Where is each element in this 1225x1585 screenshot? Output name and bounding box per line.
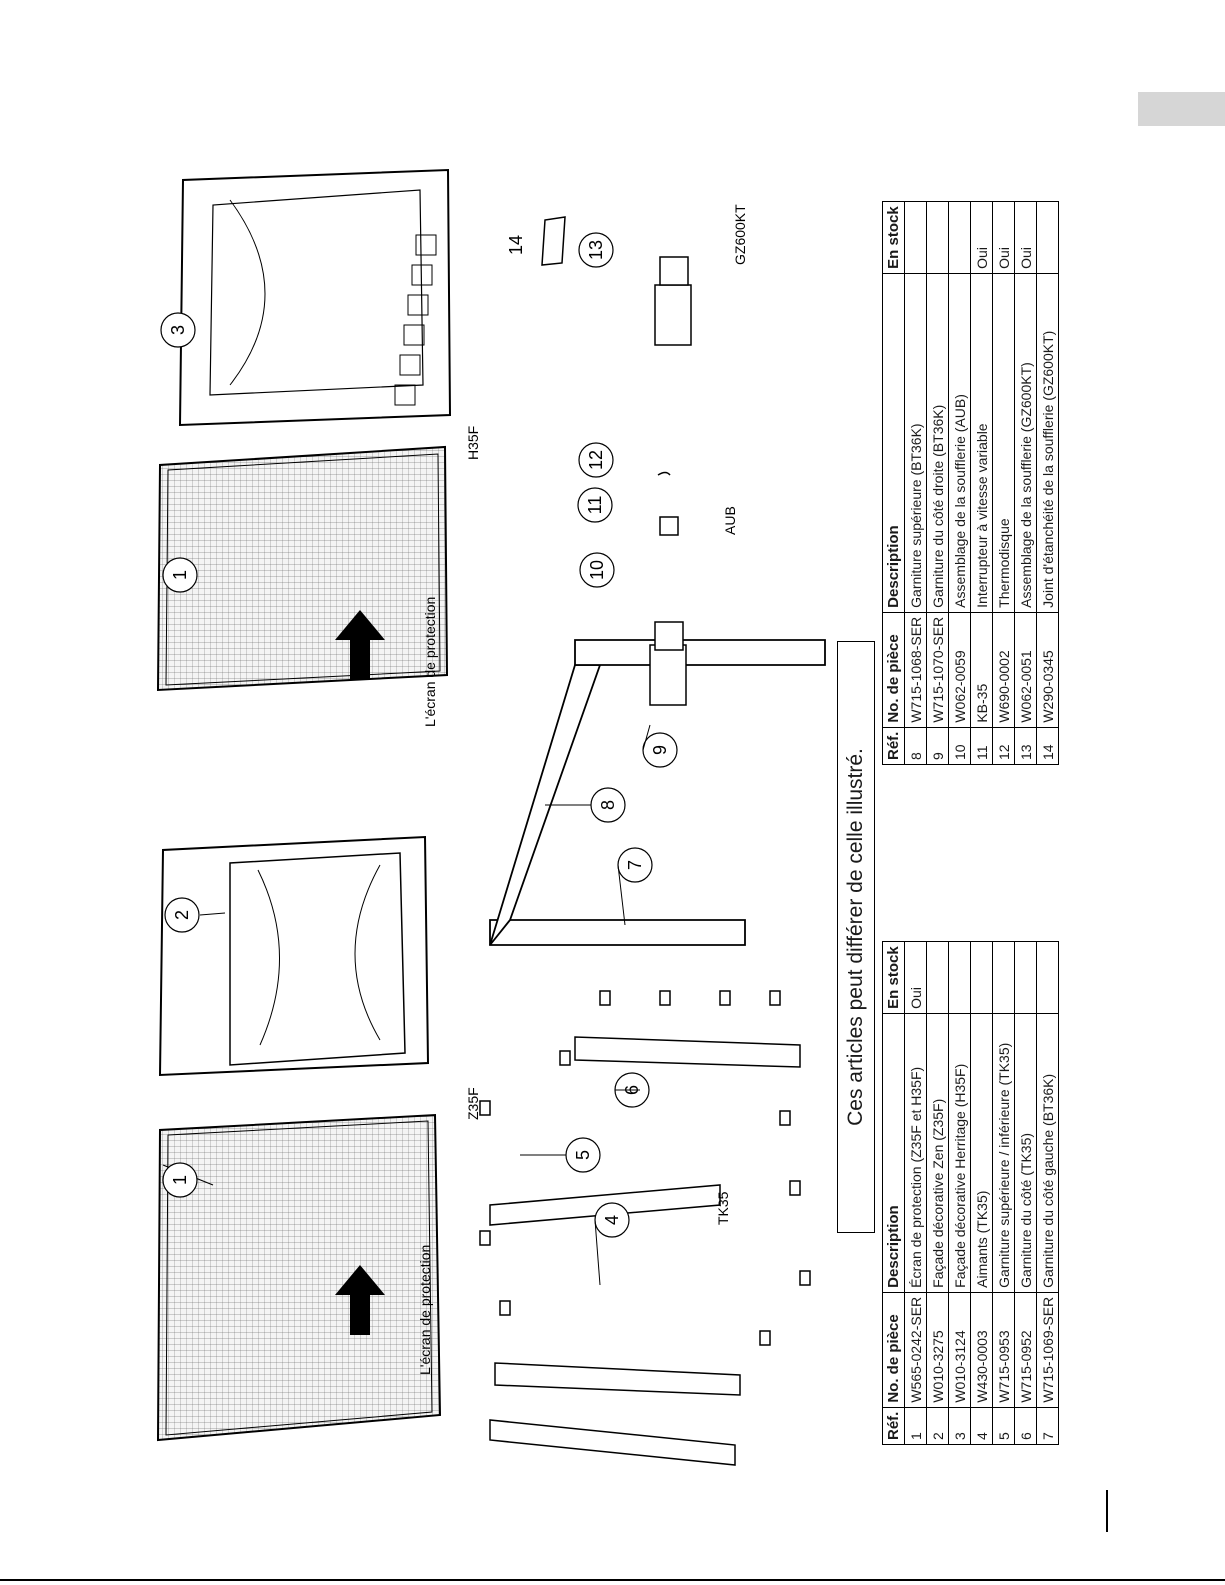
- screen-right-illustration: [158, 447, 447, 690]
- callout-2: 2: [172, 909, 192, 921]
- cell-description: Écran de protection (Z35F et H35F): [905, 1013, 927, 1292]
- cell-ref: 14: [1037, 727, 1059, 764]
- cell-part-number: W715-1070-SER: [927, 612, 949, 727]
- table-row: [1037, 942, 1059, 1445]
- callout-1a: 1: [170, 1174, 190, 1186]
- callout-14: 14: [506, 234, 526, 256]
- parts-table-left: [882, 941, 1059, 1445]
- cell-part-number: W715-0953: [993, 1292, 1015, 1407]
- table-row: [993, 202, 1015, 765]
- cell-description: Garniture du côté droite (BT36K): [927, 273, 949, 612]
- callout-3: 3: [168, 324, 188, 336]
- cell-in-stock: Oui: [971, 202, 993, 274]
- table-row: [927, 202, 949, 765]
- cell-part-number: W010-3275: [927, 1292, 949, 1407]
- cell-part-number: W690-0002: [993, 612, 1015, 727]
- gz600kt-blower-illustration: [542, 217, 691, 345]
- illustration-disclaimer: Ces articles peut différer de celle illustré.: [837, 641, 875, 1233]
- cell-part-number: W715-1069-SER: [1037, 1292, 1059, 1407]
- table-header-row: [883, 942, 905, 1445]
- callout-10: 10: [587, 559, 607, 581]
- cell-part-number: W715-0952: [1015, 1292, 1037, 1407]
- table-row: [905, 202, 927, 765]
- cell-description: Garniture du côté (TK35): [1015, 1013, 1037, 1292]
- cell-part-number: W565-0242-SER: [905, 1292, 927, 1407]
- label-tk35: TK35: [715, 1191, 731, 1225]
- callout-5: 5: [573, 1149, 593, 1161]
- cell-description: Joint d'étanchéité de la soufflerie (GZ600KT): [1037, 273, 1059, 612]
- label-screen-left: L'écran de protection: [417, 1244, 433, 1375]
- cell-in-stock: [927, 942, 949, 1014]
- table-row: [971, 202, 993, 765]
- callout-6: 6: [622, 1084, 642, 1096]
- label-z35f: Z35F: [465, 1087, 481, 1120]
- cell-in-stock: [993, 942, 1015, 1014]
- table-row: [971, 942, 993, 1445]
- tk35-trim-kit-illustration: [480, 991, 810, 1465]
- table-row: [949, 202, 971, 765]
- cell-part-number: W715-1068-SER: [905, 612, 927, 727]
- callout-7: 7: [625, 859, 645, 871]
- parts-table-right: [882, 201, 1059, 765]
- callout-9: 9: [650, 744, 670, 756]
- cell-ref: 7: [1037, 1407, 1059, 1444]
- table-row: [1015, 942, 1037, 1445]
- cell-in-stock: [1015, 942, 1037, 1014]
- cell-description: Garniture supérieure (BT36K): [905, 273, 927, 612]
- label-screen-right: L'écran de protection: [422, 596, 438, 727]
- callout-13: 13: [586, 239, 606, 261]
- cell-description: Thermodisque: [993, 273, 1015, 612]
- col-ref: Réf.: [883, 727, 905, 764]
- cell-description: Garniture du côté gauche (BT36K): [1037, 1013, 1059, 1292]
- callout-12: 12: [586, 449, 606, 471]
- screen-left-illustration: [158, 1115, 440, 1440]
- cell-description: Assemblage de la soufflerie (GZ600KT): [1015, 273, 1037, 612]
- cell-part-number: W062-0051: [1015, 612, 1037, 727]
- cell-in-stock: [1037, 942, 1059, 1014]
- cell-in-stock: Oui: [905, 942, 927, 1014]
- cell-ref: 6: [1015, 1407, 1037, 1444]
- table-row: [949, 942, 971, 1445]
- cell-in-stock: [927, 202, 949, 274]
- callout-1b: 1: [170, 569, 190, 581]
- col-ref: Réf.: [883, 1407, 905, 1444]
- callout-11: 11: [585, 495, 605, 515]
- cell-description: Aimants (TK35): [971, 1013, 993, 1292]
- col-description: Description: [883, 1013, 905, 1292]
- cell-in-stock: [949, 202, 971, 274]
- cell-ref: 13: [1015, 727, 1037, 764]
- cell-in-stock: [971, 942, 993, 1014]
- callout-8: 8: [598, 799, 618, 811]
- label-gz600kt: GZ600KT: [732, 204, 748, 265]
- col-part-number: No. de pièce: [883, 612, 905, 727]
- aub-blower-illustration: [650, 473, 686, 706]
- col-in-stock: En stock: [883, 202, 905, 274]
- cell-part-number: W010-3124: [949, 1292, 971, 1407]
- table-header-row: [883, 202, 905, 765]
- cell-part-number: W290-0345: [1037, 612, 1059, 727]
- col-description: Description: [883, 273, 905, 612]
- callout-4: 4: [602, 1214, 622, 1226]
- zen-facade-illustration: [160, 837, 428, 1075]
- heritage-facade-illustration: [180, 170, 450, 425]
- table-row: [927, 942, 949, 1445]
- cell-ref: 2: [927, 1407, 949, 1444]
- cell-description: Façade décorative Zen (Z35F): [927, 1013, 949, 1292]
- cell-in-stock: [949, 942, 971, 1014]
- cell-description: Façade décorative Herritage (H35F): [949, 1013, 971, 1292]
- cell-ref: 12: [993, 727, 1015, 764]
- cell-ref: 10: [949, 727, 971, 764]
- cell-part-number: W430-0003: [971, 1292, 993, 1407]
- cell-ref: 5: [993, 1407, 1015, 1444]
- cell-in-stock: Oui: [993, 202, 1015, 274]
- table-row: [1015, 202, 1037, 765]
- label-aub: AUB: [722, 506, 738, 535]
- cell-ref: 4: [971, 1407, 993, 1444]
- cell-description: Interrupteur à vitesse variable: [971, 273, 993, 612]
- cell-part-number: W062-0059: [949, 612, 971, 727]
- table-row: [1037, 202, 1059, 765]
- col-part-number: No. de pièce: [883, 1292, 905, 1407]
- cell-in-stock: Oui: [1015, 202, 1037, 274]
- label-h35f: H35F: [465, 425, 481, 460]
- cell-part-number: KB-35: [971, 612, 993, 727]
- cell-description: Garniture supérieure / inférieure (TK35): [993, 1013, 1015, 1292]
- cell-ref: 3: [949, 1407, 971, 1444]
- table-row: [905, 942, 927, 1445]
- cell-ref: 11: [971, 727, 993, 764]
- col-in-stock: En stock: [883, 942, 905, 1014]
- cell-in-stock: [1037, 202, 1059, 274]
- cell-ref: 8: [905, 727, 927, 764]
- cell-ref: 9: [927, 727, 949, 764]
- cell-ref: 1: [905, 1407, 927, 1444]
- cell-description: Assemblage de la soufflerie (AUB): [949, 273, 971, 612]
- table-row: [993, 942, 1015, 1445]
- cell-in-stock: [905, 202, 927, 274]
